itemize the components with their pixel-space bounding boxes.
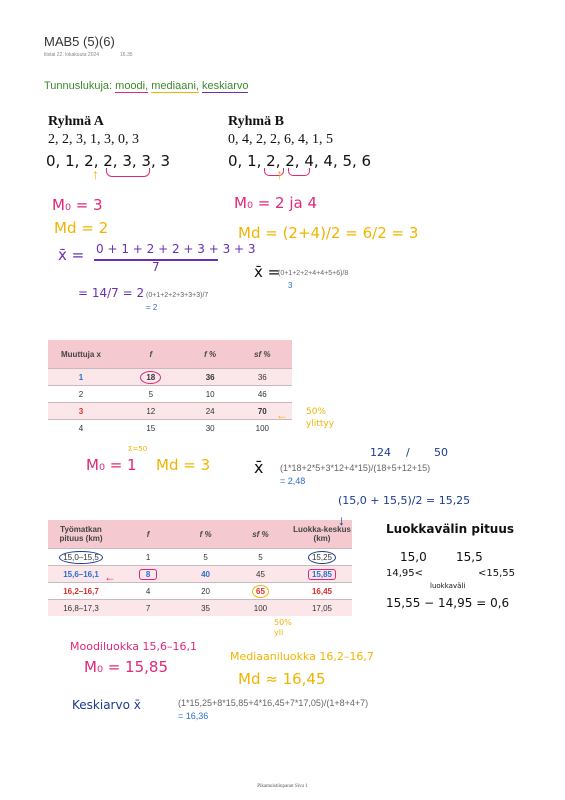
group-a-heading: Ryhmä A <box>48 114 104 129</box>
column-header: Luokka-keskus (km) <box>292 520 352 549</box>
table-cell: 5 <box>229 549 292 566</box>
class-limit-highlight: 15,0–15,5 <box>59 551 103 564</box>
column-header: f <box>114 520 182 549</box>
column-header: Muuttuja x <box>48 340 114 369</box>
table2-calc-result: = 16,36 <box>178 711 209 721</box>
column-header: Työmatkan pituus (km) <box>48 520 114 549</box>
column-header: f % <box>188 340 233 369</box>
table-cell: 17,05 <box>292 600 352 617</box>
interval-upper-limit: <15,55 <box>478 568 516 579</box>
class-frequency-table <box>48 520 352 616</box>
interval-title: Luokkavälin pituus <box>386 522 515 536</box>
table-cell: 4 <box>114 583 182 600</box>
table-cell <box>292 566 352 583</box>
table-header-row <box>48 520 352 549</box>
table2-median: Md ≈ 16,45 <box>238 670 326 688</box>
table-cell: 36 <box>233 369 292 386</box>
table-cell <box>292 549 352 566</box>
arrow-down-icon: ↓ <box>338 512 345 528</box>
column-header: sf % <box>229 520 292 549</box>
table1-top-numerator: 124 <box>370 446 391 459</box>
page-time: 16.35 <box>120 52 133 58</box>
mode-highlight: 18 <box>140 371 161 384</box>
group-a-mean-numerator: 0 + 1 + 2 + 2 + 3 + 3 + 3 <box>96 242 256 256</box>
table-cell <box>114 369 188 386</box>
table1-top-slash: / <box>406 446 410 459</box>
page-title: MAB5 (5)(6) <box>44 34 115 49</box>
table-cell: 40 <box>182 566 229 583</box>
group-b-heading: Ryhmä B <box>228 114 284 129</box>
table-cell: 36 <box>188 369 233 386</box>
group-a-mode-bracket <box>106 168 150 177</box>
table-row <box>48 420 292 437</box>
group-a-mean-lhs: x̄ = <box>58 246 85 264</box>
page-date: tiistai 22. lokakuuta 2024 <box>44 52 100 58</box>
table-row <box>48 600 352 617</box>
group-b-calc-result: 3 <box>288 281 293 290</box>
topic-term-mode: moodi, <box>115 80 149 92</box>
table-cell: 16,2–16,7 <box>48 583 114 600</box>
interval-upper: 15,5 <box>456 550 483 564</box>
group-a-median-arrow-icon: ↑ <box>92 166 99 182</box>
table-cell: 16,45 <box>292 583 352 600</box>
group-a-calc-result: = 2 <box>146 303 158 312</box>
table1-calc-expr: (1*18+2*5+3*12+4*15)/(18+5+12+15) <box>280 463 431 473</box>
group-a-data: 2, 2, 3, 1, 3, 0, 3 <box>48 132 139 147</box>
table-row <box>48 583 352 600</box>
median-sf-highlight: 65 <box>252 585 269 598</box>
table-cell: 35 <box>182 600 229 617</box>
group-a-sorted: 0, 1, 2, 2, 3, 3, 3 <box>46 152 171 170</box>
group-b-sorted: 0, 1, 2, 2, 4, 4, 5, 6 <box>228 152 372 170</box>
table2-mean-label: Keskiarvo x̄ <box>72 698 141 712</box>
column-header: sf % <box>233 340 292 369</box>
topic-term-mean: keskiarvo <box>202 80 249 92</box>
column-header: f % <box>182 520 229 549</box>
arrow-left-icon: ← <box>104 570 116 584</box>
table2-mode: M₀ = 15,85 <box>84 658 169 676</box>
table-cell: 16,8–17,3 <box>48 600 114 617</box>
table1-mean-lhs: x̄ <box>254 458 264 477</box>
column-header: f <box>114 340 188 369</box>
table-row <box>48 549 352 566</box>
table-cell: 100 <box>233 420 292 437</box>
table-row <box>48 566 352 583</box>
table-cell: 10 <box>188 386 233 403</box>
topic-label: Tunnuslukuja: <box>44 80 113 92</box>
group-b-mode-bracket-4 <box>288 168 310 176</box>
topic-term-median: mediaani, <box>151 80 199 92</box>
table-cell <box>114 566 182 583</box>
interval-calc: 15,55 − 14,95 = 0,6 <box>386 596 510 610</box>
table-cell: 4 <box>48 420 114 437</box>
table-cell: 1 <box>114 549 182 566</box>
group-a-mode: M₀ = 3 <box>52 196 103 214</box>
modal-center-box: 15,85 <box>308 569 336 580</box>
table-cell: 5 <box>182 549 229 566</box>
group-a-mean-result: = 14/7 = 2 <box>78 286 145 300</box>
class-center-calc: (15,0 + 15,5)/2 = 15,25 <box>338 494 471 507</box>
arrow-left-icon: ← <box>276 408 288 422</box>
table1-top-denominator: 50 <box>434 446 448 459</box>
table-cell: 100 <box>229 600 292 617</box>
table-cell: 5 <box>114 386 188 403</box>
table-cell: 3 <box>48 403 114 420</box>
table1-calc-result: = 2,48 <box>280 476 306 486</box>
group-a-calc-expr: (0+1+2+2+3+3+3)/7 <box>146 292 209 299</box>
group-b-mean-lhs: x̄ = <box>254 263 281 281</box>
table-cell: 70 <box>233 403 292 420</box>
table-cell <box>229 583 292 600</box>
table-cell: 24 <box>188 403 233 420</box>
group-b-median: Md = (2+4)/2 = 6/2 = 3 <box>238 224 419 242</box>
table-cell: 15 <box>114 420 188 437</box>
table-cell <box>48 549 114 566</box>
table-cell: 20 <box>182 583 229 600</box>
table-cell: 12 <box>114 403 188 420</box>
interval-lower: 15,0 <box>400 550 427 564</box>
table1-note-50: 50% ylittyy <box>306 407 335 429</box>
group-b-mode: M₀ = 2 ja 4 <box>234 194 318 212</box>
modal-frequency-box: 8 <box>139 569 157 580</box>
table-header-row <box>48 340 292 369</box>
table-cell: 46 <box>233 386 292 403</box>
table-cell: 45 <box>229 566 292 583</box>
interval-lower-limit: 14,95< <box>386 568 424 579</box>
table1-mode: M₀ = 1 <box>86 456 137 474</box>
group-b-calc-expr: (0+1+2+2+4+4+5+6)/8 <box>278 270 349 277</box>
table1-median: Md = 3 <box>156 456 211 474</box>
frequency-table <box>48 340 292 436</box>
table-cell: 30 <box>188 420 233 437</box>
group-a-median: Md = 2 <box>54 219 109 237</box>
table2-note-50: 50% yli <box>274 618 292 637</box>
group-b-data: 0, 4, 2, 2, 6, 4, 1, 5 <box>228 132 333 147</box>
table-row <box>48 386 292 403</box>
topic-line <box>44 80 248 92</box>
table-cell: 15,6–16,1 <box>48 566 114 583</box>
group-b-median-arrow-icon: ↑ <box>276 166 283 182</box>
table2-modal-class: Moodiluokka 15,6–16,1 <box>70 640 198 653</box>
table-row <box>48 369 292 386</box>
table-cell: 7 <box>114 600 182 617</box>
table2-calc-expr: (1*15,25+8*15,85+4*16,45+7*17,05)/(1+8+4+7) <box>178 698 369 708</box>
table-cell: 2 <box>48 386 114 403</box>
table-row <box>48 403 292 420</box>
page-footer: Pikamuistiinpanot Sivu 1 <box>257 784 308 789</box>
table2-median-class: Mediaaniluokka 16,2–16,7 <box>230 650 374 663</box>
table-cell: 1 <box>48 369 114 386</box>
table1-sum: Σ=50 <box>128 445 148 453</box>
class-center-highlight: 15,25 <box>308 551 336 564</box>
interval-label: luokkaväli <box>430 582 466 590</box>
group-a-mean-denominator: 7 <box>152 260 160 274</box>
